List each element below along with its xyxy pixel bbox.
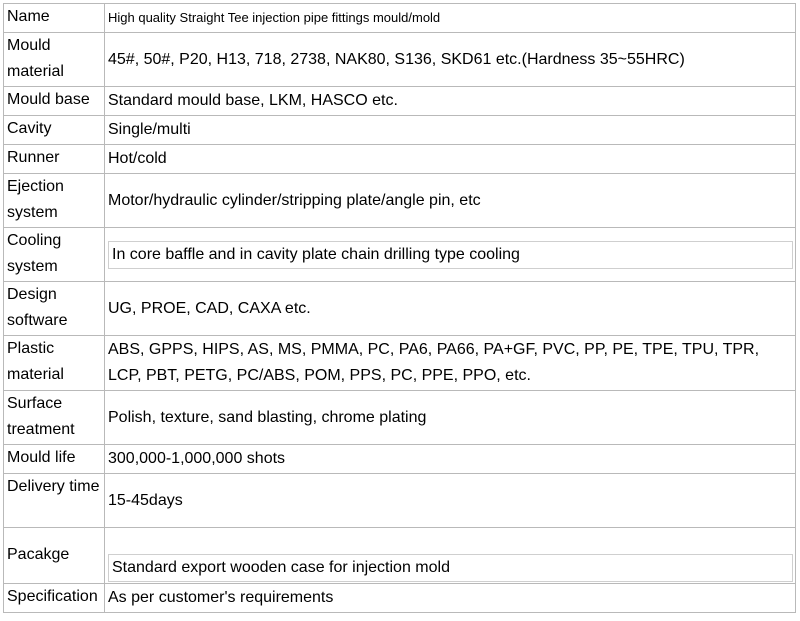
- row-label-delivery-time: Delivery time: [4, 474, 105, 528]
- row-value-specification: As per customer's requirements: [105, 584, 796, 613]
- table-row: [4, 391, 796, 445]
- row-value-cooling-system: [105, 228, 796, 282]
- product-spec-table: [3, 3, 796, 613]
- table-row: [4, 474, 796, 528]
- table-row: [4, 145, 796, 174]
- table-row: [4, 228, 796, 282]
- table-row: [4, 528, 796, 584]
- row-value-design-software: UG, PROE, CAD, CAXA etc.: [105, 282, 796, 336]
- package-text: Standard export wooden case for injection mold: [108, 554, 793, 582]
- row-value-package: [105, 528, 796, 584]
- table-row: [4, 4, 796, 33]
- row-value-surface-treatment: Polish, texture, sand blasting, chrome plating: [105, 391, 796, 445]
- row-label-cooling-system: Cooling system: [4, 228, 105, 282]
- table-row: [4, 336, 796, 391]
- row-label-runner: Runner: [4, 145, 105, 174]
- table-row: [4, 445, 796, 474]
- row-label-specification: Specification: [4, 584, 105, 613]
- row-label-mould-life: Mould life: [4, 445, 105, 474]
- row-value-mould-life: 300,000-1,000,000 shots: [105, 445, 796, 474]
- row-value-runner: Hot/cold: [105, 145, 796, 174]
- row-value-mould-base: Standard mould base, LKM, HASCO etc.: [105, 87, 796, 116]
- table-row: [4, 282, 796, 336]
- table-row: [4, 87, 796, 116]
- row-label-name: Name: [4, 4, 105, 33]
- cooling-system-text: In core baffle and in cavity plate chain drilling type cooling: [108, 241, 793, 269]
- table-row: [4, 33, 796, 87]
- row-value-ejection-system: Motor/hydraulic cylinder/stripping plate/angle pin, etc: [105, 174, 796, 228]
- row-value-plastic-material: ABS, GPPS, HIPS, AS, MS, PMMA, PC, PA6, PA66, PA+GF, PVC, PP, PE, TPE, TPU, TPR, LCP, PBT, PETG, PC/ABS, POM, PPS, PC, PPE, PPO, etc.: [105, 336, 796, 391]
- row-value-delivery-time: 15-45days: [105, 474, 796, 528]
- row-label-plastic-material: Plastic material: [4, 336, 105, 391]
- table-row: [4, 584, 796, 613]
- row-label-mould-base: Mould base: [4, 87, 105, 116]
- row-value-name: High quality Straight Tee injection pipe fittings mould/mold: [105, 4, 796, 33]
- table-row: [4, 116, 796, 145]
- row-value-cavity: Single/multi: [105, 116, 796, 145]
- row-label-package: Pacakge: [4, 528, 105, 584]
- row-label-ejection-system: Ejection system: [4, 174, 105, 228]
- row-value-mould-material: 45#, 50#, P20, H13, 718, 2738, NAK80, S136, SKD61 etc.(Hardness 35~55HRC): [105, 33, 796, 87]
- row-label-surface-treatment: Surface treatment: [4, 391, 105, 445]
- table-row: [4, 174, 796, 228]
- row-label-mould-material: Mould material: [4, 33, 105, 87]
- row-label-design-software: Design software: [4, 282, 105, 336]
- row-label-cavity: Cavity: [4, 116, 105, 145]
